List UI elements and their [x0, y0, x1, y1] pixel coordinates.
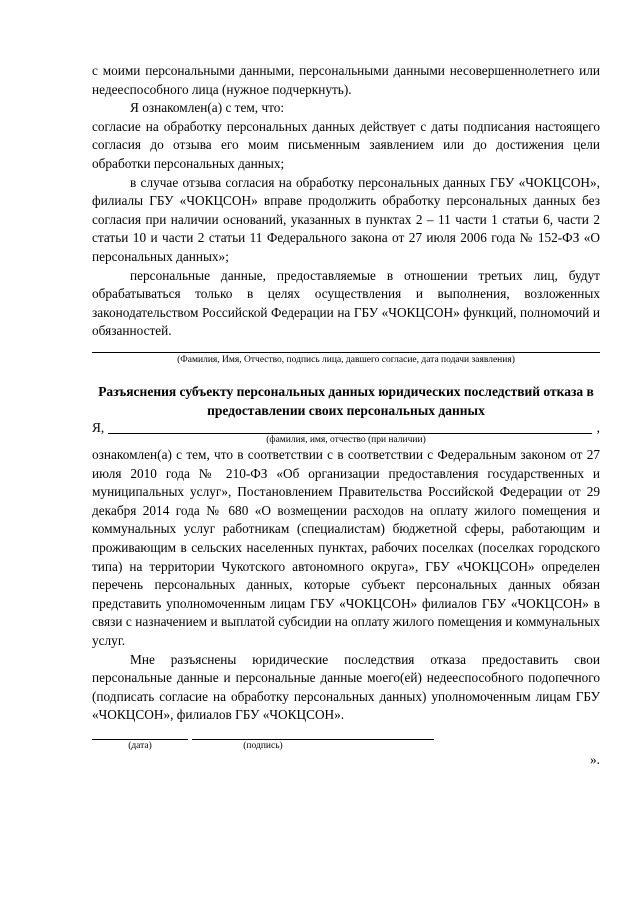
name-prefix: Я,: [92, 420, 105, 435]
consent-paragraph-5: персональные данные, предоставляемые в отношении третьих лиц, будут обрабатываться только в целях осуществления и выполнения, возложенных законодательством Российской Федерации на ГБУ «ЧОКЦСОН» функций, полномочий и обязанностей.: [92, 267, 600, 339]
date-caption: (дата): [128, 741, 152, 751]
name-caption: (фамилия, имя, отчество (при наличии): [266, 435, 426, 445]
consent-paragraph-3: согласие на обработку персональных данных действует с даты подписания настоящего согласия до отзыва его моим письменным заявлением или до достижения цели обработки персональных данных;: [92, 118, 600, 171]
explanation-heading-block: [92, 383, 600, 420]
consent-signature-block: [92, 352, 600, 366]
consent-paragraph-1: с моими персональными данными, персональными данными несовершеннолетнего или недееспособного лица (нужное подчеркнуть).: [92, 63, 600, 97]
date-signature-block: [92, 739, 600, 759]
explanation-paragraph-2: Мне разъяснены юридические последствия отказа предоставить свои персональные данные и персональные данные моего(ей) недееспособного подопечного (подписать согласие на обработку персональных данных) уполномоченным лицам ГБУ «ЧОКЦСОН», филиалов ГБУ «ЧОКЦСОН».: [92, 651, 600, 723]
consent-section: [92, 62, 600, 341]
consent-signature-line[interactable]: [92, 352, 600, 353]
name-suffix: ,: [596, 420, 600, 435]
explanation-body: [92, 446, 600, 725]
consent-paragraph-4: в случае отзыва согласия на обработку персональных данных ГБУ «ЧОКЦСОН», филиалы ГБУ «ЧОКЦСОН» вправе продолжить обработку персональных данных без согласия при наличии оснований, указанных в пунктах 2 – 11 части 1 статьи 6, части 2 статьи 10 и части 2 статьи 11 Федерального закона от 27 июля 2006 года № 152-ФЗ «О персональных данных»;: [92, 174, 600, 264]
explanation-paragraph-1: ознакомлен(а) с тем, что в соответствии с в соответствии с Федеральным законом от 27 июля 2010 года № 210-ФЗ «Об организации предоставления государственных и муниципальных услуг», Постановлением Правительства Российской Федерации от 29 декабря 2014 года № 680 «О возмещении расходов на оплату жилого помещения и коммунальных услуг работникам (специалистам) бюджетной сферы, работающим и проживающим в сельских населенных пунктах, рабочих поселках (поселках городского типа) на территории Чукотского автономного округа», ГБУ «ЧОКЦСОН» определен перечень персональных данных, которые субъект персональных данных обязан представить уполномоченным лицам ГБУ «ЧОКЦСОН» филиалов ГБУ «ЧОКЦСОН» в связи с назначением и выплатой субсидии на оплату жилого помещения и коммунальных услуг.: [92, 447, 600, 648]
name-line-block: [92, 419, 600, 449]
consent-paragraph-2: Я ознакомлен(а) с тем, что:: [130, 100, 285, 116]
consent-signature-caption: (Фамилия, Имя, Отчество, подпись лица, давшего согласие, дата подачи заявления): [177, 355, 515, 365]
signature-caption: (подпись): [243, 741, 283, 751]
explanation-heading: Разъяснения субъекту персональных данных юридических последствий отказа в предоставлении своих персональных данных: [98, 384, 594, 418]
closing-quote-mark: ».: [590, 752, 600, 767]
